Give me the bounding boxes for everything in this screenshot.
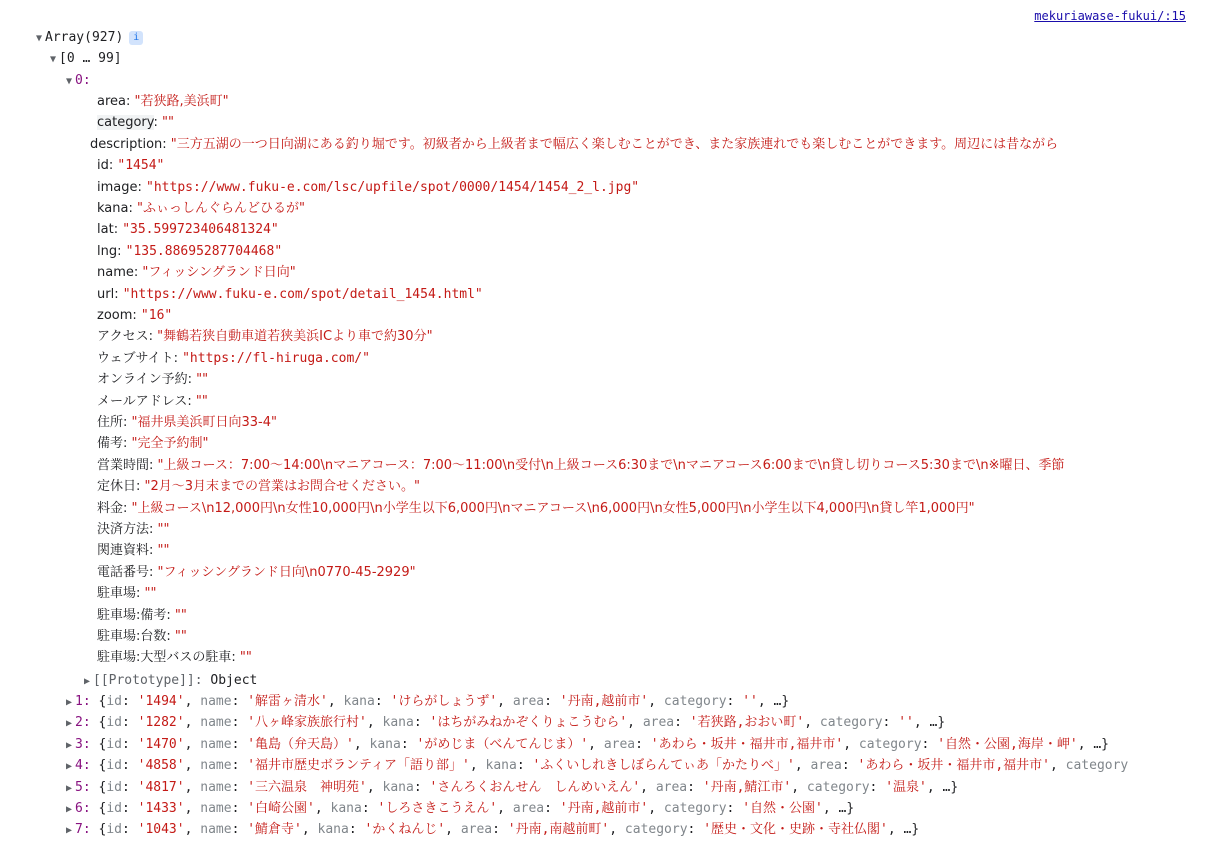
property-value: "1454" [117,158,165,174]
property-value: "三方五湖の一つ日向湖にある釣り堀です。初級者から上級者まで幅広く楽しむことができ、また家族連れでも楽しむことができます。周辺には昔ながら [170,136,1059,152]
collapsed-item-row[interactable]: ▶ 6: {id: '1433', name: '白崎公園', kana: 'しろさきこうえん', area: '丹南,越前市', category: '自然・公園', …} [63,798,854,819]
property-key: 定休日 [97,479,137,495]
chevron-right-icon[interactable]: ▶ [65,782,73,794]
property-row[interactable]: 駐車場:備考: "" [97,607,187,623]
property-value: "フィッシングランド日向\n0770-45-2929" [157,564,416,580]
preview-value: '1043' [137,822,185,838]
preview-value: '丹南,鯖江市' [702,779,792,795]
preview-value: '白崎公園' [247,801,315,816]
preview-key: name [200,758,232,774]
preview-key: id [106,715,122,731]
preview-value: '八ヶ峰家族旅行村' [247,715,367,731]
preview-value: '丹南,南越前町' [507,822,610,838]
preview-value: '福井市歴史ボランティア「語り部」' [247,758,470,774]
preview-key: category [663,801,727,816]
chevron-down-icon[interactable]: ▼ [49,54,57,65]
preview-value: '若狭路,おおい町' [689,715,805,731]
preview-key: category [1065,758,1129,774]
property-value: "35.599723406481324" [122,222,279,238]
property-key: name [97,265,134,281]
property-value: "" [157,543,170,559]
preview-value: 'あわら・坂井・福井市,福井市' [857,758,1050,774]
property-row[interactable]: オンライン予約: "" [97,372,209,388]
preview-key: name [200,736,232,752]
chevron-right-icon[interactable]: ▶ [65,697,73,708]
property-row[interactable]: kana: "ふぃっしんぐらんどひるが" [97,201,305,216]
property-row[interactable]: 定休日: "2月～3月末までの営業はお問合せください。" [97,479,421,495]
preview-key: name [200,822,232,838]
preview-value: '4817' [137,779,185,795]
preview-value: 'しろさきこうえん' [377,801,498,816]
collapsed-item-index: 6: [75,801,91,816]
source-link[interactable]: mekuriawase-fukui/:15 [1034,9,1186,23]
preview-key: area [655,779,688,795]
preview-key: category [806,779,870,795]
preview-key: area [512,801,545,816]
property-key: 住所 [97,415,124,430]
property-row[interactable]: category: "" [97,115,174,131]
property-key: 料金 [97,500,124,516]
collapsed-item-index: 4: [75,758,91,774]
property-value: "" [174,629,187,644]
property-value: "https://www.fuku-e.com/lsc/upfile/spot/0000/1454/1454_2_l.jpg" [146,179,640,195]
property-value: "https://fl-hiruga.com/" [182,350,370,366]
preview-value: '丹南,越前市' [559,694,649,709]
preview-key: id [106,822,122,838]
prototype-row[interactable]: ▶ [[Prototype]]: Object [81,670,257,691]
property-value: "上級コース：7:00～14:00\nマニアコース：7:00～11:00\n受付\n上級コース6:30まで\nマニアコース6:00まで\n貸し切りコース5:30まで\n※曜日、季節 [157,457,1065,473]
property-key: オンライン予約 [97,372,188,388]
item-0-index: 0: [75,73,91,88]
property-value: "" [195,393,208,409]
property-row[interactable]: area: "若狭路,美浜町" [97,94,229,109]
property-row[interactable]: メールアドレス: "" [97,393,208,409]
preview-tail: , …} [926,779,959,795]
preview-key: id [106,694,122,709]
preview-value: '丹南,越前市' [559,801,649,816]
preview-value: '1470' [137,736,185,752]
preview-key: category [819,715,883,731]
property-key: image [97,179,138,195]
property-key: メールアドレス [97,393,188,409]
chevron-right-icon[interactable]: ▶ [65,739,73,751]
property-key: ウェブサイト [97,350,174,366]
property-value: "" [162,115,174,131]
property-row[interactable]: image: "https://www.fuku-e.com/lsc/upfile/spot/0000/1454/1454_2_l.jpg" [97,179,640,195]
preview-key: area [512,694,545,709]
preview-tail: , …} [757,694,790,709]
preview-value: '' [742,694,758,709]
preview-value: 'けらがしょうず' [390,694,498,709]
preview-key: area [642,715,675,731]
property-row[interactable]: 駐車場:大型バスの駐車: "" [97,650,252,666]
property-value: "ふぃっしんぐらんどひるが" [137,201,305,216]
chevron-right-icon[interactable]: ▶ [65,825,73,837]
preview-key: kana [485,758,517,774]
preview-value: '鯖倉寺' [247,822,302,838]
property-key: 決済方法 [97,522,150,537]
property-key: category [97,115,154,131]
preview-key: id [106,801,122,816]
chevron-right-icon[interactable]: ▶ [65,804,73,815]
root-array-row[interactable] [33,27,143,48]
preview-key: area [810,758,842,774]
range-label: [0 … 99] [59,51,122,66]
preview-key: id [106,758,122,774]
preview-value: 'あわら・坂井・福井市,福井市' [650,736,844,752]
property-row[interactable]: 電話番号: "フィッシングランド日向\n0770-45-2929" [97,564,416,580]
preview-value: '' [898,715,914,731]
property-key: id [97,158,109,174]
property-value: "フィッシングランド日向" [142,265,296,281]
preview-key: name [200,779,232,795]
item-0-row[interactable] [63,70,91,91]
preview-value: '1494' [137,694,185,709]
collapsed-item-index: 5: [75,779,91,795]
property-value: "完全予約制" [131,436,209,452]
property-value: "2月～3月末までの営業はお問合せください。" [144,479,421,495]
preview-key: category [858,736,922,752]
property-row[interactable]: name: "フィッシングランド日向" [97,265,296,281]
range-row[interactable] [47,48,122,69]
property-value: "上級コース\n12,000円\n女性10,000円\n小学生以下6,000円\nマニアコース\n6,000円\n女性5,000円\n小学生以下4,000円\n貸し竿1,000円" [131,500,975,516]
preview-value: '自然・公園,海岸・岬' [937,736,1078,752]
preview-value: 'ふくいしれきしぼらんてぃあ「かたりべ」' [532,758,795,774]
property-value: "舞鶴若狭自動車道若狭美浜ICより車で約30分" [157,329,433,345]
collapsed-item-index: 7: [75,822,91,838]
property-key: description [90,136,163,152]
preview-key: area [460,822,493,838]
preview-value: '解雷ヶ清水' [247,694,328,709]
preview-key: id [106,779,122,795]
property-value: "135.88695287704468" [125,243,283,259]
property-row[interactable]: アクセス: "舞鶴若狭自動車道若狭美浜ICより車で約30分" [97,329,433,345]
preview-key: kana [382,715,414,731]
collapsed-item-index: 1: [75,694,91,709]
property-row[interactable]: ウェブサイト: "https://fl-hiruga.com/" [97,350,370,366]
property-key: 備考 [97,436,124,452]
property-row[interactable]: 駐車場: "" [97,586,157,602]
property-row[interactable]: id: "1454" [97,158,165,174]
chevron-right-icon[interactable]: ▶ [65,718,73,730]
property-key: 電話番号 [97,564,150,580]
property-row[interactable]: 備考: "完全予約制" [97,436,209,452]
property-value: "" [196,372,209,388]
property-key: zoom [97,308,133,323]
property-row[interactable]: lng: "135.88695287704468" [97,243,283,259]
preview-key: category [624,822,688,838]
preview-value: '1433' [137,801,185,816]
preview-value: '4858' [137,758,185,774]
preview-tail: , …} [822,801,855,816]
property-key: kana [97,201,129,216]
root-array-label: Array(927) [45,30,124,45]
property-key: 営業時間 [97,457,150,473]
collapsed-item-row[interactable]: ▶ 1: {id: '1494', name: '解雷ヶ清水', kana: 'けらがしょうず', area: '丹南,越前市', category: '', …} [63,691,789,712]
property-value: "" [239,650,252,666]
preview-key: category [663,694,727,709]
chevron-right-icon[interactable]: ▶ [83,676,91,687]
preview-value: '亀島（弁天島）' [247,736,354,752]
prototype-value: Object [210,673,258,688]
property-row[interactable]: description: "三方五湖の一つ日向湖にある釣り堀です。初級者から上級者まで幅広く楽しむことができ、また家族連れでも楽しむことができます。周辺には昔ながら [90,136,1059,152]
preview-key: name [200,715,232,731]
preview-value: 'さんろくおんせん しんめいえん' [429,779,641,795]
preview-key: kana [369,736,401,752]
property-value: "https://www.fuku-e.com/spot/detail_1454.html" [122,286,483,302]
preview-key: id [106,736,122,752]
preview-value: '三六温泉 神明苑' [247,779,367,795]
preview-key: area [603,736,636,752]
preview-key: name [200,694,232,709]
property-value: "福井県美浜町日向33-4" [131,415,277,430]
property-key: 駐車場:大型バスの駐車 [97,650,232,666]
preview-value: '歴史・文化・史跡・寺社仏閣' [703,822,888,838]
property-key: lng [97,243,118,259]
collapsed-item-row[interactable]: ▶ 3: {id: '1470', name: '亀島（弁天島）', kana: 'がめじま（べんてんじま）', area: 'あわら・坂井・福井市,福井市', category: '自然・公園,海岸・岬', …} [63,734,1109,755]
property-key: 駐車場:台数 [97,629,167,644]
property-value: "" [174,607,187,623]
property-row[interactable]: lat: "35.599723406481324" [97,222,279,238]
property-row[interactable]: 住所: "福井県美浜町日向33-4" [97,415,277,430]
property-row[interactable]: url: "https://www.fuku-e.com/spot/detail_1454.html" [97,286,483,302]
property-key: アクセス [97,329,149,345]
property-key: url [97,286,115,302]
preview-tail: , …} [887,822,920,838]
property-row[interactable]: 関連資料: "" [97,543,170,559]
preview-value: 'かくねんじ' [364,822,446,838]
property-value: "" [144,586,157,602]
preview-value: '1282' [137,715,185,731]
preview-value: 'がめじま（べんてんじま）' [416,736,589,752]
property-row[interactable]: 料金: "上級コース\n12,000円\n女性10,000円\n小学生以下6,000円\nマニアコース\n6,000円\n女性5,000円\n小学生以下4,000円\n貸し竿1,000円" [97,500,975,516]
preview-key: kana [317,822,349,838]
collapsed-item-row[interactable]: ▶ 7: {id: '1043', name: '鯖倉寺', kana: 'かくねんじ', area: '丹南,南越前町', category: '歴史・文化・史跡・寺社仏閣', …} [63,819,919,840]
prototype-key: [[Prototype]] [93,673,195,688]
preview-key: kana [382,779,414,795]
property-row[interactable]: 営業時間: "上級コース：7:00～14:00\nマニアコース：7:00～11:00\n受付\n上級コース6:30まで\nマニアコース6:00まで\n貸し切りコース5:30まで\n※曜日、季節 [97,457,1065,473]
property-row[interactable]: 決済方法: "" [97,522,170,537]
collapsed-item-row[interactable]: ▶ 4: {id: '4858', name: '福井市歴史ボランティア「語り部」', kana: 'ふくいしれきしぼらんてぃあ「かたりべ」', area: 'あわら・坂井・福井市,福井市', category [63,755,1128,776]
property-key: lat [97,222,114,238]
property-key: 関連資料 [97,543,150,559]
preview-tail: , …} [1077,736,1109,752]
property-value: "16" [140,308,173,323]
property-key: area [97,94,126,109]
collapsed-item-index: 3: [75,736,91,752]
property-key: 駐車場:備考 [97,607,167,623]
property-key: 駐車場 [97,586,137,602]
collapsed-item-row[interactable]: ▶ 5: {id: '4817', name: '三六温泉 神明苑', kana: 'さんろくおんせん しんめいえん', area: '丹南,鯖江市', category: '温泉', …} [63,777,958,798]
property-value: "" [157,522,170,537]
preview-value: '自然・公園' [742,801,823,816]
info-icon[interactable]: i [129,31,143,45]
property-value: "若狭路,美浜町" [134,94,229,109]
preview-value: '温泉' [885,779,927,795]
preview-key: kana [330,801,362,816]
preview-key: kana [343,694,375,709]
preview-tail: , …} [913,715,946,731]
collapsed-item-index: 2: [75,715,91,731]
preview-value: 'はちがみねかぞくりょこうむら' [429,715,628,731]
property-row[interactable]: 駐車場:台数: "" [97,629,187,644]
chevron-down-icon[interactable]: ▼ [35,33,43,44]
chevron-right-icon[interactable]: ▶ [65,761,73,773]
property-row[interactable]: zoom: "16" [97,308,173,323]
collapsed-item-row[interactable]: ▶ 2: {id: '1282', name: '八ヶ峰家族旅行村', kana: 'はちがみねかぞくりょこうむら', area: '若狭路,おおい町', category: '', …} [63,712,945,733]
chevron-down-icon[interactable]: ▼ [65,76,73,87]
preview-key: name [200,801,232,816]
